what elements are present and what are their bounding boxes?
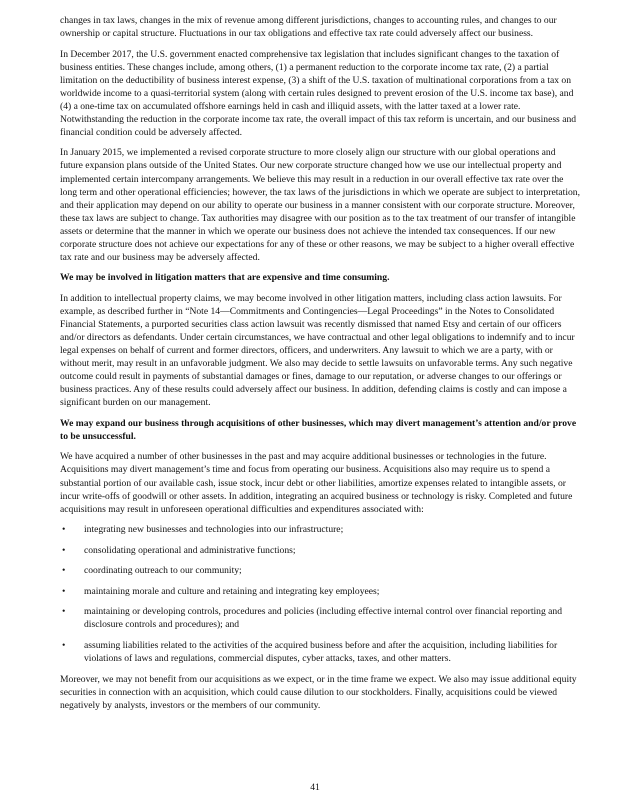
bullet-icon: • xyxy=(62,585,66,597)
bullet-icon: • xyxy=(62,639,66,651)
litigation-heading: We may be involved in litigation matters that are expensive and time consuming. xyxy=(60,272,390,284)
acquisition-risks-list xyxy=(60,523,580,665)
list-item xyxy=(60,639,580,665)
list-item-text: consolidating operational and administrative functions; xyxy=(84,544,296,556)
acquisitions-closing-paragraph: Moreover, we may not benefit from our acquisitions as we expect, or in the time frame we expect. We also may issue additional equity securities in connection with an acquisition, which could cause dilution to our stockholders. Finally, acquisitions could be viewed negatively by analysts, investors or the members of our community. xyxy=(60,673,577,711)
bullet-icon: • xyxy=(62,524,66,536)
bullet-icon: • xyxy=(62,565,66,577)
tax-paragraph-continued: changes in tax laws, changes in the mix of revenue among different jurisdictions, changes to accounting rules, and changes to our ownership or capital structure. Fluctuations in our tax obligations and effective tax rate could adversely affect our business. xyxy=(60,15,557,40)
list-item-text: maintaining morale and culture and retaining and integrating key employees; xyxy=(84,585,380,597)
bullet-icon: • xyxy=(62,606,66,618)
list-item-text: maintaining or developing controls, procedures and policies (including effective internal control over financial reporting and disclosure controls and procedures); and xyxy=(84,606,563,631)
list-item xyxy=(60,544,580,557)
list-item xyxy=(60,564,580,577)
acquisitions-heading: We may expand our business through acquisitions of other businesses, which may divert management’s attention and/or prove to be unsuccessful. xyxy=(60,417,577,442)
corporate-structure-paragraph: In January 2015, we implemented a revised corporate structure to more closely align our structure with our global operations and future expansion plans outside of the United States. Our new corporate structure changed how we use our intellectual property and implemented certain intercompany arrangements. We believe this may result in a reduction in our overall effective tax rate over the long term and other operational efficiencies; however, the tax laws of the jurisdictions in which we operate are subject to interpretation, and their application may depend on our ability to operate our business in a manner consistent with our corporate structure. Moreover, these tax laws are subject to change. Tax authorities may disagree with our position as to the tax treatment of our transfer of intangible assets or determine that the manner in which we operate our business does not achieve the intended tax consequences. If our new corporate structure does not achieve our expectations for any of these or other reasons, we may be subject to a higher overall effective tax rate and our business may be adversely affected. xyxy=(60,147,580,263)
acquisitions-paragraph: We have acquired a number of other businesses in the past and may acquire additional businesses or technologies in the future. Acquisitions may divert management’s time and focus from operating our business. Acquisitions also may require us to spend a substantial portion of our available cash, issue stock, incur debt or other liabilities, amortize expenses related to intangible assets, or incur write-offs of goodwill or other assets. In addition, integrating an acquired business or technology is risky. Completed and future acquisitions may result in unforeseen operational difficulties and expenditures associated with: xyxy=(60,451,573,515)
page-number: 41 xyxy=(310,782,320,793)
list-item xyxy=(60,585,580,598)
tax-reform-paragraph: In December 2017, the U.S. government enacted comprehensive tax legislation that includes significant changes to the taxation of business entities. These changes include, among others, (1) a permanent reduction to the corporate income tax rate, (2) a partial limitation on the deductibility of business interest expense, (3) a shift of the U.S. taxation of multinational corporations from a tax on worldwide income to a quasi-territorial system (along with certain rules designed to prevent erosion of the U.S. income tax base), and (4) a one-time tax on accumulated offshore earnings held in cash and illiquid assets, with the latter taxed at a lower rate. Notwithstanding the reduction in the corporate income tax rate, the overall impact of this tax reform is uncertain, and our business and financial condition could be adversely affected. xyxy=(60,48,577,138)
litigation-paragraph: In addition to intellectual property claims, we may become involved in other litigation matters, including class action lawsuits. For example, as described further in “Note 14—Commitments and Contingencies—Legal Proceedings” in the Notes to Consolidated Financial Statements, a purported securities class action lawsuit was recently dismissed that named Etsy and certain of our officers and/or directors as defendants. Under certain circumstances, we have contractual and other legal obligations to indemnify and to incur legal expenses on behalf of current and former directors, officers, and underwriters. Any lawsuit to which we are a party, with or without merit, may result in an unfavorable judgment. We also may decide to settle lawsuits on unfavorable terms. Any such negative outcome could result in payments of substantial damages or fines, damage to our reputation, or adverse changes to our offerings or business practices. Any of these results could adversely affect our business. In addition, defending claims is costly and can impose a significant burden on our management. xyxy=(60,292,575,409)
list-item-text: assuming liabilities related to the activities of the acquired business before and after the acquisition, including liabilities for violations of laws and regulations, commercial disputes, cyber attacks, taxes, and other matters. xyxy=(84,639,558,664)
list-item xyxy=(60,605,580,631)
bullet-icon: • xyxy=(62,544,66,556)
list-item-text: coordinating outreach to our community; xyxy=(84,565,242,577)
list-item-text: integrating new businesses and technologies into our infrastructure; xyxy=(84,524,344,536)
list-item xyxy=(60,523,580,536)
